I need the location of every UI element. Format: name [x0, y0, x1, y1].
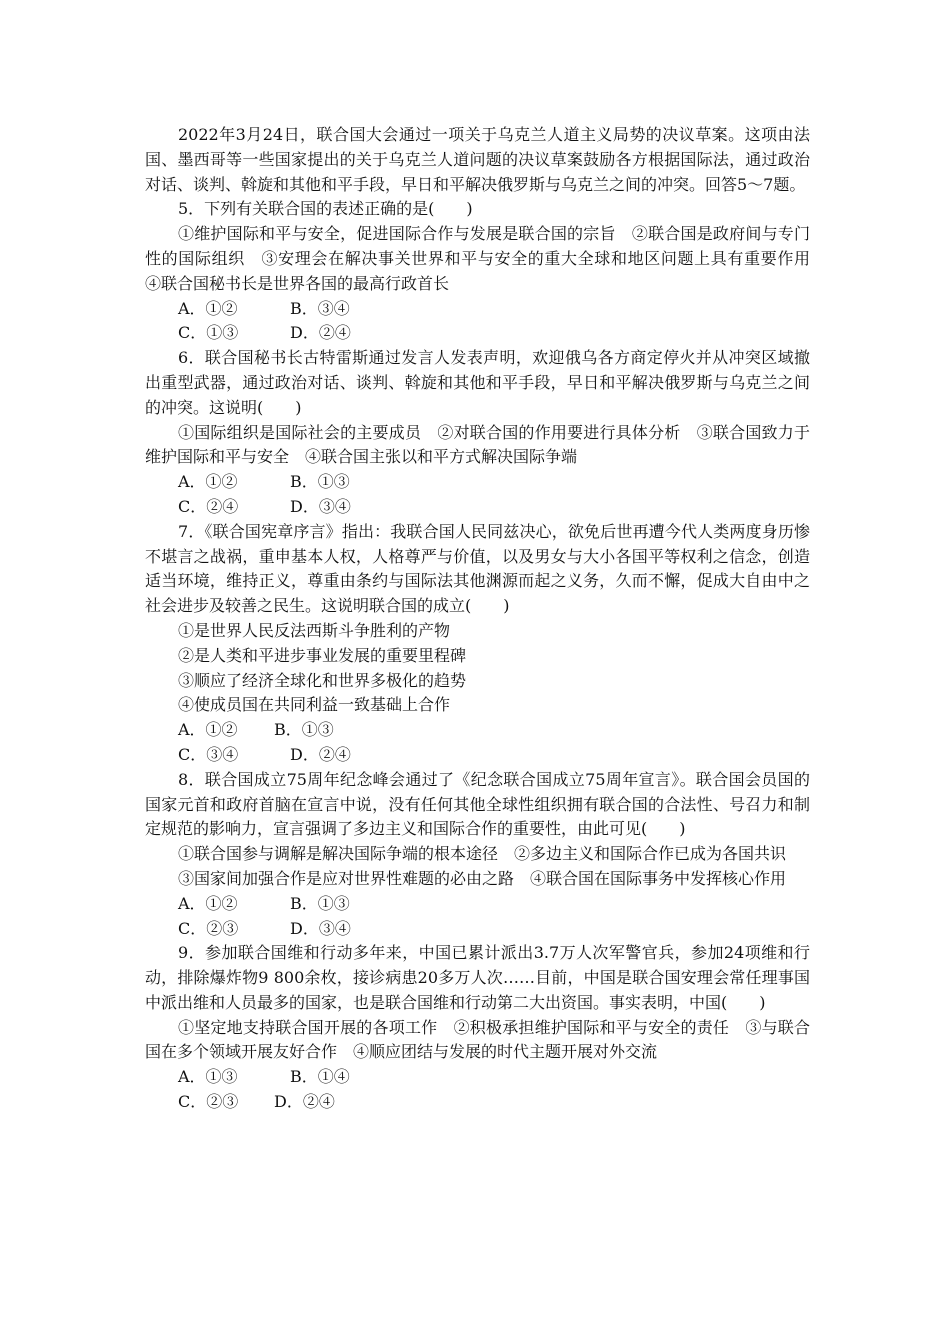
question-stem: 6．联合国秘书长古特雷斯通过发言人发表声明，欢迎俄乌各方商定停火并从冲突区域撤出重型武器，通过政治对话、谈判、斡旋和其他和平手段，早日和平解决俄罗斯与乌克兰之间的冲突。这说明( ) — [145, 348, 810, 417]
question-statements: ①国际组织是国际社会的主要成员 ②对联合国的作用要进行具体分析 ③联合国致力于维护国际和平与安全 ④联合国主张以和平方式解决国际争端 — [145, 422, 810, 467]
option-row — [145, 718, 810, 743]
option-b[interactable]: B．①③ — [290, 893, 350, 913]
option-c[interactable]: C．①③ — [178, 323, 239, 343]
question-statement: ③顺应了经济全球化和世界多极化的趋势 — [178, 670, 467, 690]
option-row — [145, 917, 810, 942]
option-row — [145, 495, 810, 520]
option-d[interactable]: D．③④ — [290, 496, 351, 516]
option-row — [145, 470, 810, 495]
question-stem: 5．下列有关联合国的表述正确的是( ) — [178, 199, 473, 219]
question-statements: ①坚定地支持联合国开展的各项工作 ②积极承担维护国际和平与安全的责任 ③与联合国在多个领域开展友好合作 ④顺应团结与发展的时代主题开展对外交流 — [145, 1017, 810, 1062]
option-d[interactable]: D．②④ — [290, 744, 351, 764]
option-a[interactable]: A．①② — [178, 720, 238, 740]
option-d[interactable]: D．②④ — [274, 1092, 335, 1112]
question-statements: ①联合国参与调解是解决国际争端的根本途径 ②多边主义和国际合作已成为各国共识 — [178, 844, 787, 864]
question-statements: ①维护国际和平与安全，促进国际合作与发展是联合国的宗旨 ②联合国是政府间与专门性的国际组织 ③安理会在解决事关世界和平与安全的重大全球和地区问题上具有重要作用 ④联合国秘书长是世界各国的最高行政首长 — [145, 224, 827, 293]
question-6 — [145, 346, 810, 520]
option-b[interactable]: B．①③ — [274, 720, 334, 740]
option-d[interactable]: D．②④ — [290, 323, 351, 343]
question-stem: 9．参加联合国维和行动多年来，中国已累计派出3.7万人次军警官兵，参加24项维和行动，排除爆炸物9 800余枚，接诊病患20多万人次……目前，中国是联合国安理会常任理事国中派出维和人员最多的国家，也是联合国维和行动第二大出资国。事实表明，中国( ) — [145, 943, 810, 1012]
option-row — [145, 1090, 810, 1115]
question-stem: 8．联合国成立75周年纪念峰会通过了《纪念联合国成立75周年宣言》。联合国会员国的国家元首和政府首脑在宣言中说，没有任何其他全球性组织拥有联合国的合法性、号召力和制定规范的影响力，宣言强调了多边主义和国际合作的重要性，由此可见( ) — [145, 769, 810, 839]
option-c[interactable]: C．②④ — [178, 496, 239, 516]
question-statement: ①是世界人民反法西斯斗争胜利的产物 — [178, 620, 451, 640]
question-stem: 7．《联合国宪章序言》指出：我联合国人民同兹决心，欲免后世再遭今代人类两度身历惨不堪言之战祸，重申基本人权，人格尊严与价值，以及男女与大小各国平等权利之信念，创造适当环境，维持正义，尊重由条约与国际法其他渊源而起之义务，久而不懈，促成大自由中之社会进步及较善之民生。这说明联合国的成立( ) — [145, 521, 810, 616]
option-c[interactable]: C．②③ — [178, 918, 239, 938]
question-statement: ②是人类和平进步事业发展的重要里程碑 — [178, 645, 467, 665]
question-9 — [145, 941, 810, 1115]
option-b[interactable]: B．①④ — [290, 1067, 350, 1087]
option-row — [145, 743, 810, 768]
option-row — [145, 892, 810, 917]
option-c[interactable]: C．③④ — [178, 744, 239, 764]
option-a[interactable]: A．①③ — [178, 1067, 238, 1087]
question-8 — [145, 768, 810, 942]
option-row — [145, 297, 810, 322]
question-5 — [145, 197, 827, 346]
passage-intro: 2022年3月24日，联合国大会通过一项关于乌克兰人道主义局势的决议草案。这项由法国、墨西哥等一些国家提出的关于乌克兰人道问题的决议草案鼓励各方根据国际法，通过政治对话、谈判、斡旋和其他和平手段，早日和平解决俄罗斯与乌克兰之间的冲突。回答5～7题。 — [145, 125, 810, 194]
option-b[interactable]: B．③④ — [290, 298, 350, 318]
option-a[interactable]: A．①② — [178, 472, 238, 492]
question-statements: ③国家间加强合作是应对世界性难题的必由之路 ④联合国在国际事务中发挥核心作用 — [178, 868, 787, 888]
question-7 — [145, 520, 810, 768]
option-a[interactable]: A．①② — [178, 893, 238, 913]
option-c[interactable]: C．②③ — [178, 1092, 239, 1112]
option-row — [145, 1065, 810, 1090]
question-statement: ④使成员国在共同利益一致基础上合作 — [178, 695, 451, 715]
option-b[interactable]: B．①③ — [290, 472, 350, 492]
option-a[interactable]: A．①② — [178, 298, 238, 318]
option-d[interactable]: D．③④ — [290, 918, 351, 938]
exam-page — [145, 123, 827, 1115]
option-row — [145, 321, 810, 346]
